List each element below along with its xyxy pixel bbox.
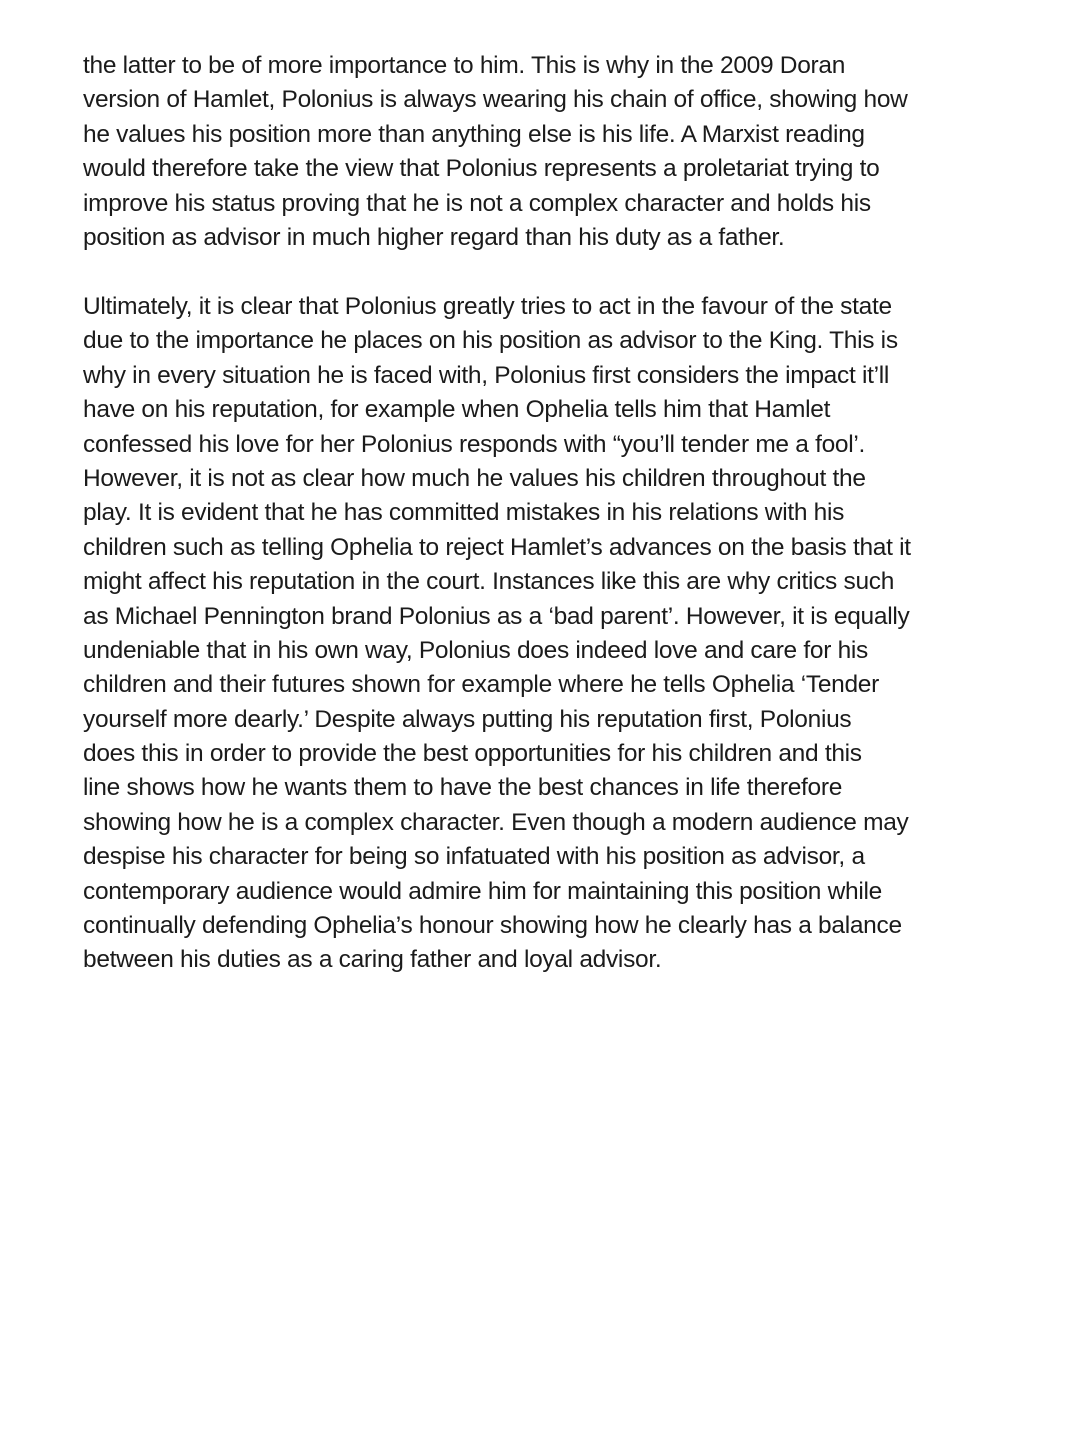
paragraph-line: version of Hamlet, Polonius is always wearing his chain of office, showing how	[83, 86, 908, 114]
paragraph-line: between his duties as a caring father and loyal advisor.	[83, 946, 662, 974]
paragraph-2	[83, 290, 983, 978]
paragraph-line: would therefore take the view that Polonius represents a proletariat trying to	[83, 155, 880, 183]
paragraph-line: why in every situation he is faced with, Polonius first considers the impact it’ll	[83, 361, 890, 389]
paragraph-line: position as advisor in much higher regard than his duty as a father.	[83, 223, 785, 251]
paragraph-line: improve his status proving that he is not a complex character and holds his	[83, 189, 871, 217]
paragraph-line: might affect his reputation in the court. Instances like this are why critics such	[83, 568, 895, 596]
paragraph-line: contemporary audience would admire him for maintaining this position while	[83, 877, 882, 905]
paragraph-line: despise his character for being so infatuated with his position as advisor, a	[83, 843, 865, 871]
paragraph-line: yourself more dearly.’ Despite always putting his reputation first, Polonius	[83, 705, 852, 733]
paragraph-line: continually defending Ophelia’s honour showing how he clearly has a balance	[83, 912, 902, 940]
paragraph-line: have on his reputation, for example when Ophelia tells him that Hamlet	[83, 396, 831, 424]
paragraph-line: However, it is not as clear how much he values his children throughout the	[83, 464, 866, 492]
paragraph-line: as Michael Pennington brand Polonius as a ‘bad parent’. However, it is equally	[83, 602, 910, 630]
paragraph-line: due to the importance he places on his position as advisor to the King. This is	[83, 327, 898, 355]
paragraph-line: undeniable that in his own way, Polonius does indeed love and care for his	[83, 636, 869, 664]
paragraph-line: Ultimately, it is clear that Polonius greatly tries to act in the favour of the state	[83, 293, 892, 320]
paragraph-line: play. It is evident that he has committed mistakes in his relations with his	[83, 499, 845, 527]
paragraph-line: confessed his love for her Polonius responds with “you’ll tender me a fool’.	[83, 430, 866, 458]
paragraph-line: he values his position more than anything else is his life. A Marxist reading	[83, 120, 865, 148]
paragraph-line: children and their futures shown for example where he tells Ophelia ‘Tender	[83, 671, 879, 699]
paragraph-1	[83, 49, 983, 255]
paragraph-line: does this in order to provide the best opportunities for his children and this	[83, 740, 862, 768]
paragraph-line: the latter to be of more importance to him. This is why in the 2009 Doran	[83, 52, 846, 79]
paragraph-line: line shows how he wants them to have the best chances in life therefore	[83, 774, 843, 802]
paragraph-line: children such as telling Ophelia to reject Hamlet’s advances on the basis that it	[83, 533, 911, 561]
paragraph-line: showing how he is a complex character. Even though a modern audience may	[83, 808, 909, 836]
